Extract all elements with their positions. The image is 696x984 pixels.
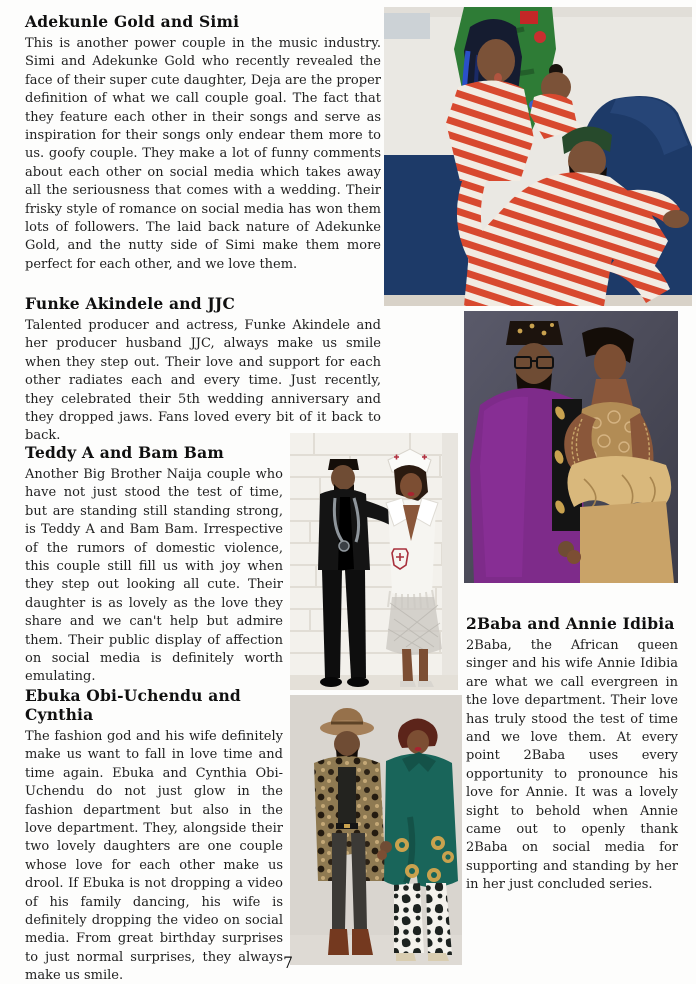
wall-shelf [384, 13, 430, 39]
section-body-teddy-bambam: Another Big Brother Naija couple who have not just stood the test of time, but are standing still standing strong, is Teddy A and Bam Bam. Irrespective of the rumors of domestic violence, this couple still fill us with joy when they step out looking all cute. Their daughter is as lovely as the love they share and we can't help but admire them. Their public display of affection on social media is definitely worth emulating. [25, 467, 283, 685]
section-teddy-bambam [25, 443, 283, 687]
section-heading-teddy-bambam: Teddy A and Bam Bam [25, 443, 224, 462]
photo-ebuka-cynthia [290, 695, 462, 965]
photo3-floor [290, 675, 458, 690]
section-body-adekunle-simi: This is another power couple in the music industry. Simi and Adekunke Gold who recently revealed the face of their super cute daughter, Deja are the proper definition of what we call couple goal. The fact that they feature each other in their songs and serve as inspiration for their songs only endear them more to us. goofy couple. They make a lot of funny comments about each other on social media which takes away all the seriousness that comes with a wedding. Their frisky style of romance on social media has won them lots of followers. The laid back nature of Adekunke Gold, and the nutty side of Simi make them more perfect for each other, and we love them. [25, 36, 381, 272]
section-heading-funke-jjc: Funke Akindele and JJC [25, 294, 235, 313]
photo-adekunle-simi-family [384, 7, 692, 306]
section-body-funke-jjc: Talented producer and actress, Funke Akindele and her producer husband JJC, always make us smile when they step out. Their love and support for each other radiates each and every time. Just recently, they celebrated their 5th wedding anniversary and they dropped jaws. Fans loved every bit of it back to back. [25, 318, 381, 444]
section-heading-ebuka-cynthia: Ebuka Obi-Uchendu and Cynthia [25, 686, 241, 724]
photo-couple-purple-gold [464, 311, 678, 583]
section-heading-adekunle-simi: Adekunle Gold and Simi [25, 12, 240, 31]
page-number: 7 [283, 954, 293, 972]
section-body-2baba-annie: 2Baba, the African queen singer and his wife Annie Idibia are what we call evergreen in the love department. Their love has truly stood the test of time and we love them. At every point 2Baba uses every opportunity to pronounce his love for Annie. It was a lovely sight to behold when Annie came out to openly thank 2Baba on social media for supporting and standing by her in her just concluded series. [466, 638, 678, 893]
section-adekunle-simi [25, 12, 381, 274]
photo-teddy-bambam [290, 433, 458, 690]
section-ebuka-cynthia [25, 686, 283, 984]
section-body-ebuka-cynthia: The fashion god and his wife definitely make us want to fall in love time and time again. Ebuka and Cynthia Obi-Uchendu do not just glow in the fashion department but also in the love department. They, alongside their two lovely daughters are one couple whose love for each other make us drool. If Ebuka is not dropping a video of his family dancing, his wife is definitely dropping the video on social media. From great birthday surprises to just normal surprises, they always make us smile. [25, 729, 283, 984]
section-funke-jjc [25, 294, 381, 446]
section-2baba-annie [466, 614, 678, 895]
section-heading-2baba-annie: 2Baba and Annie Idibia [466, 614, 675, 633]
